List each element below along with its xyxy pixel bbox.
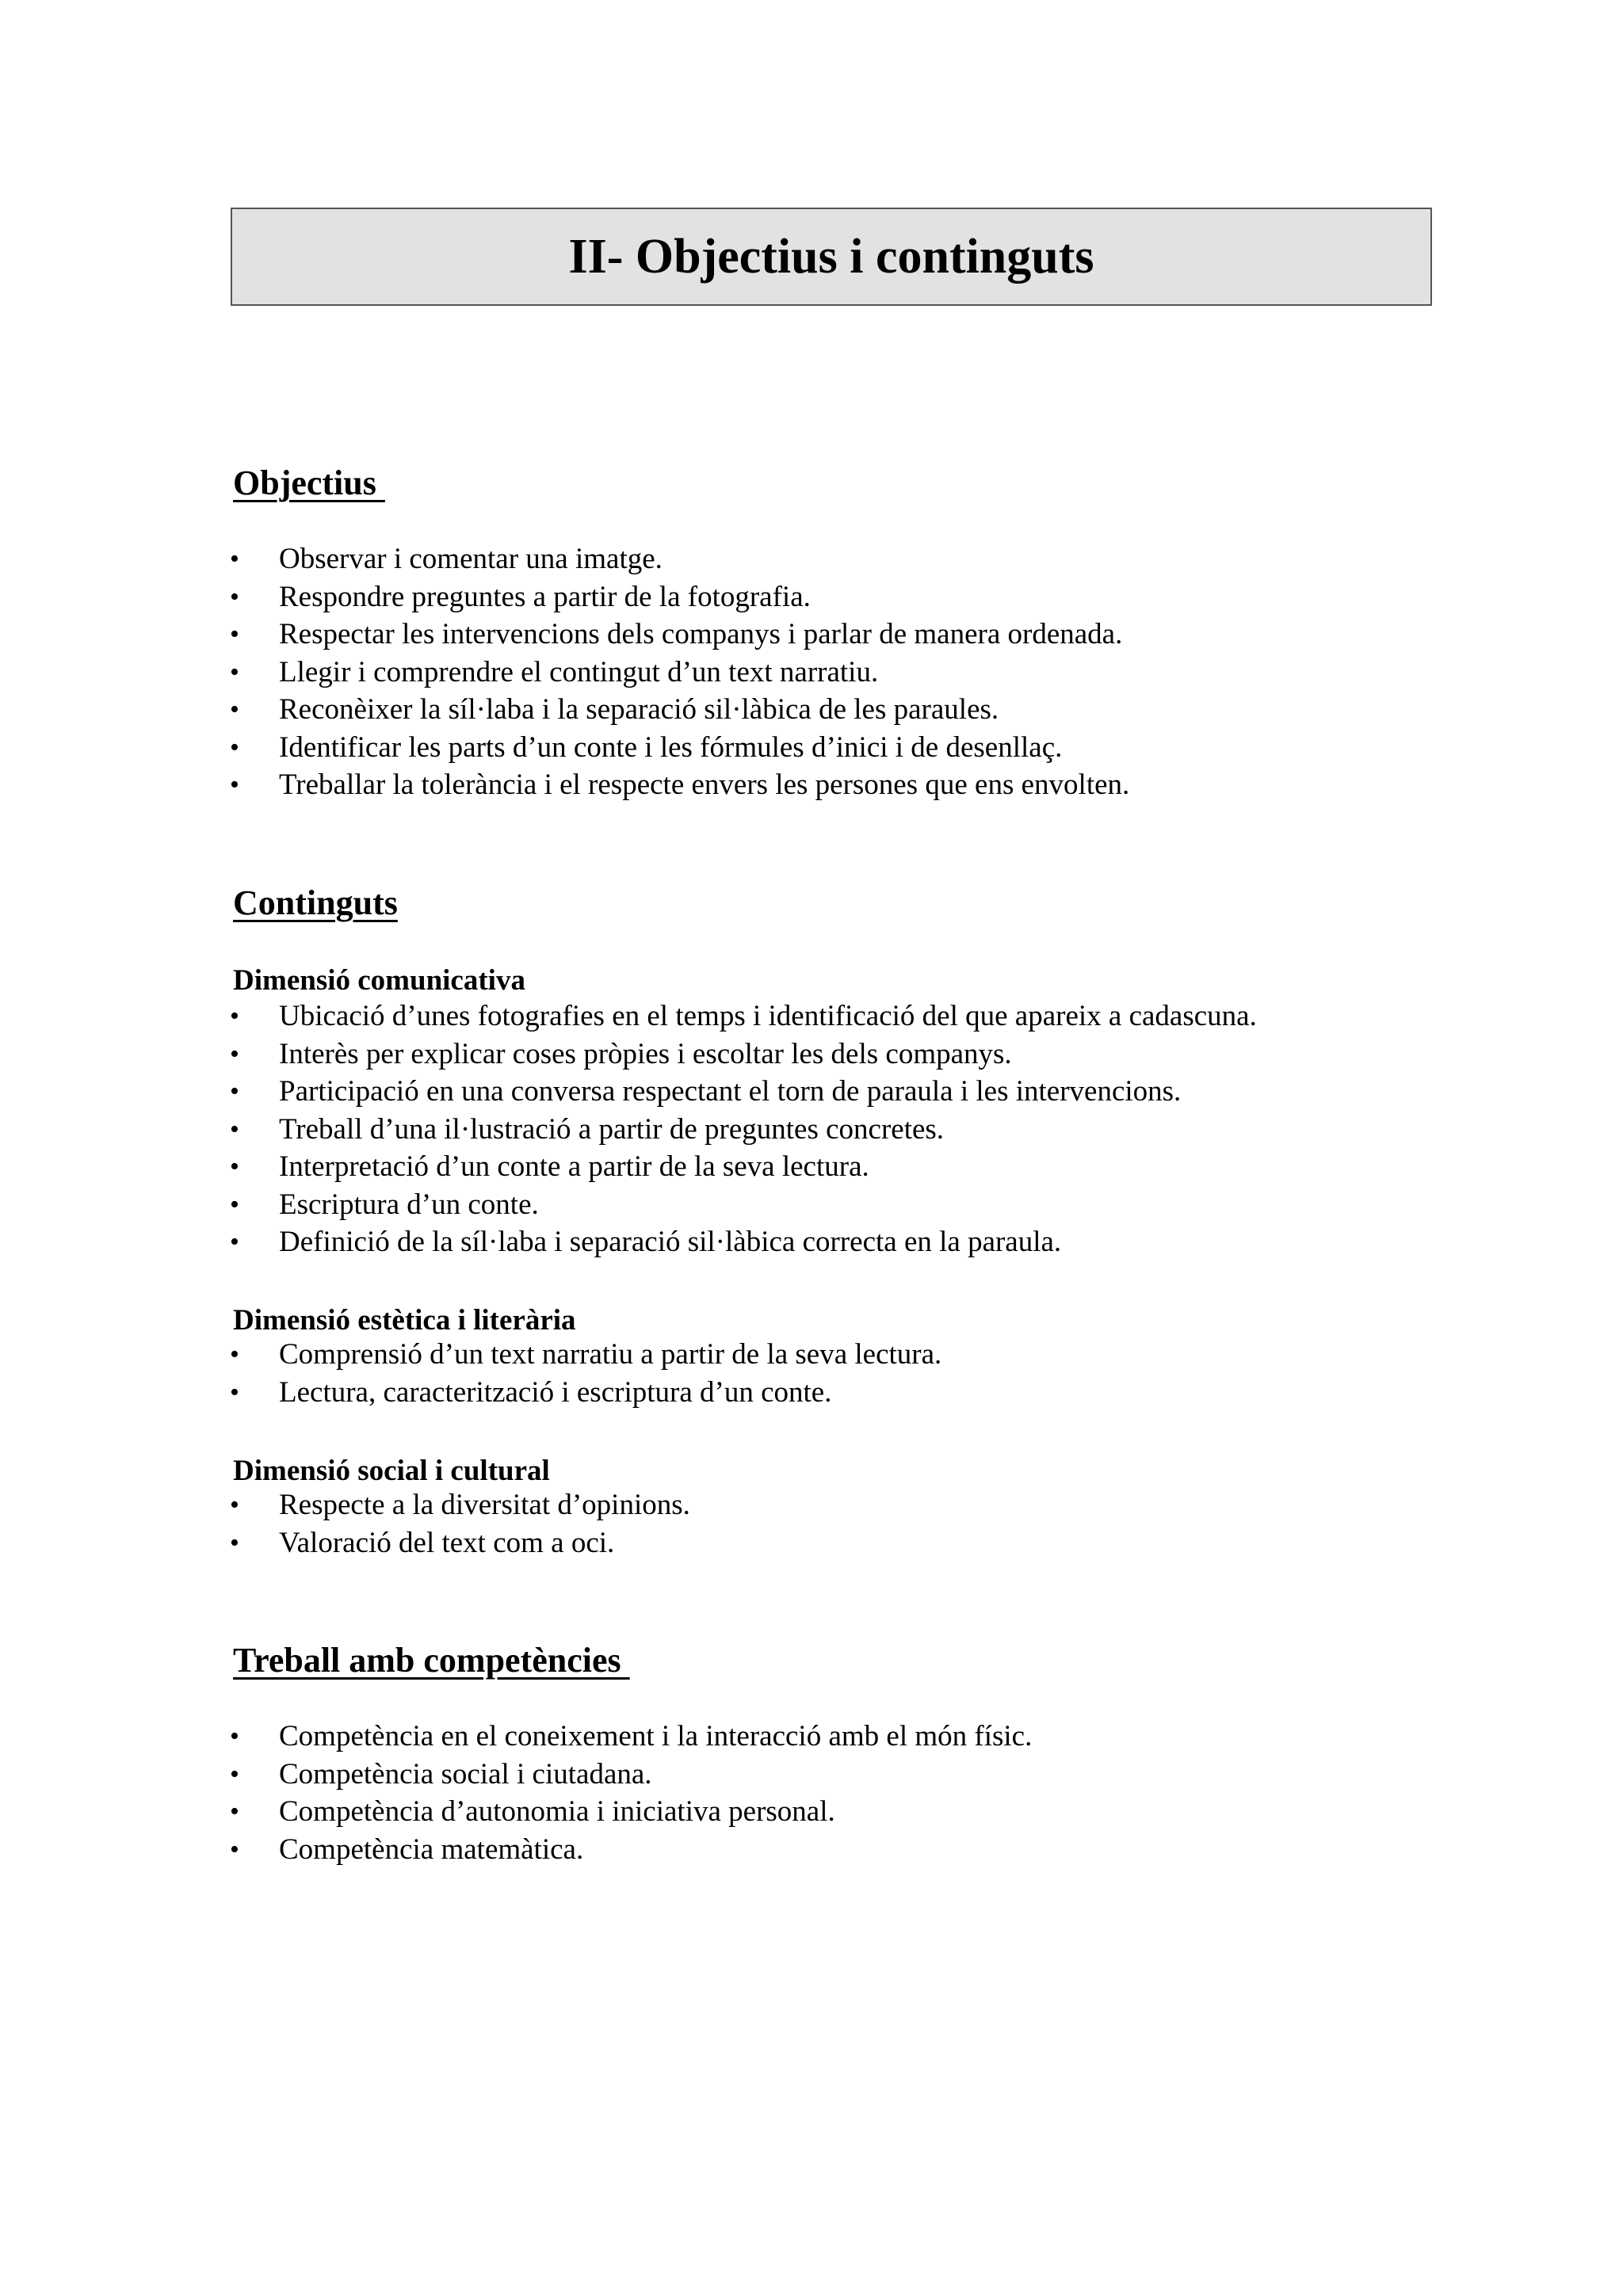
dimension-title: Dimensió estètica i literària: [233, 1304, 576, 1337]
competencies-heading: Treball amb competències: [233, 1641, 630, 1680]
bullet-icon: •: [230, 1152, 239, 1181]
dimension-title: Dimensió social i cultural: [233, 1455, 550, 1487]
bullet-icon: •: [230, 770, 239, 799]
dimension-title: Dimensió comunicativa: [233, 964, 525, 997]
page-title: II- Objectius i continguts: [568, 230, 1094, 284]
bullet-icon: •: [230, 1340, 239, 1369]
bullet-icon: •: [230, 1114, 239, 1144]
bullet-icon: •: [230, 544, 239, 574]
bullet-icon: •: [230, 695, 239, 724]
bullet-icon: •: [230, 1001, 239, 1031]
bullet-icon: •: [230, 1227, 239, 1257]
bullet-icon: •: [230, 732, 239, 762]
bullet-icon: •: [230, 1039, 239, 1069]
bullet-icon: •: [230, 1490, 239, 1520]
bullet-icon: •: [230, 1722, 239, 1751]
bullet-icon: •: [230, 1077, 239, 1106]
bullet-icon: •: [230, 1797, 239, 1826]
continguts-heading: Continguts: [233, 883, 398, 922]
bullet-icon: •: [230, 582, 239, 612]
bullet-icon: •: [230, 1759, 239, 1789]
bullet-icon: •: [230, 1377, 239, 1407]
bullet-icon: •: [230, 620, 239, 649]
objectius-heading: Objectius: [233, 463, 385, 502]
bullet-icon: •: [230, 1527, 239, 1558]
bullet-icon: •: [230, 1189, 239, 1219]
bullet-icon: •: [230, 657, 239, 687]
title-box: [231, 208, 1432, 306]
document-page: II- Objectius i continguts Objectius • Observar i comentar una imatge. • Respondre preguntes a partir de la fotografia. • Respectar les intervencions dels companys i parlar de manera ordenada. • Llegir i comprendre el contingut d’un text narratiu. • Reconèixer la síl·laba i la separació sil·làbica de les paraules. • Identificar les parts d’un conte i les fórmules d’inici i de desenllaç. • Treballar la tolerància i el respecte envers les persones que ens envolten. Continguts Dimensió comunicativa • Ubicació d’unes fotografies en el temps i identificació del que apareix a cadascuna. • Interès per explicar coses pròpies i escoltar les dels companys. • Participació en una conversa respectant el torn de paraula i les intervencions. • Treball d’una il·lustració a partir de preguntes concretes. • Interpretació d’un conte a partir de la seva lectura. • Escriptura d’un conte. • Definició de la síl·laba i separació sil·làbica correcta en la paraula. Dimensió estètica i literària • Comprensió d’un text narratiu a partir de la seva lectura. • Lectura, caracterització i escriptura d’un conte. Dimensió social i cultural • Respecte a la diversitat d’opinions. • Valoració del text com a oci. Treball amb competències • Competència en el coneixement i la interacció amb el món físic. • Competència social i ciutadana. • Competència d’autonomia i iniciativa personal. • Competència matemàtica.: [0, 0, 1623, 2296]
bullet-icon: •: [230, 1834, 239, 1864]
